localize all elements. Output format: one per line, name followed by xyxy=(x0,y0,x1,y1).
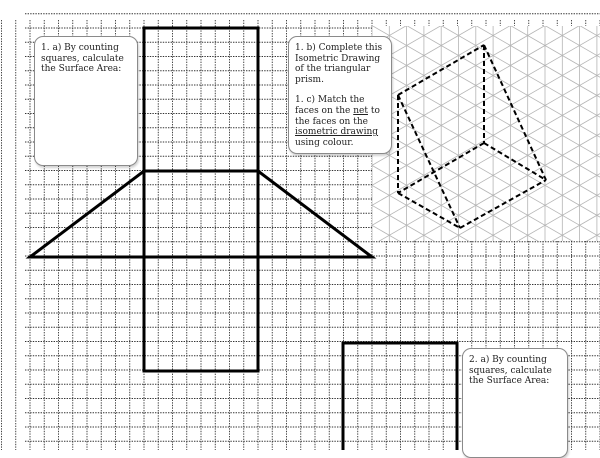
isometric-drawing-word: isometric drawing xyxy=(295,127,378,137)
second-net-partial xyxy=(343,343,457,450)
question-2a-callout xyxy=(462,348,568,458)
question-1c-part-3: using colour. xyxy=(295,138,353,148)
iso-line-a xyxy=(372,0,600,17)
question-1b-callout xyxy=(288,36,392,154)
question-1c-part-2: to the faces on the xyxy=(295,106,380,127)
question-1b-text: 1. b) Complete this Isometric Drawing of the triangular prism. xyxy=(295,43,385,85)
question-1a-callout xyxy=(34,36,138,166)
iso-line-b xyxy=(372,0,600,26)
question-2a-text: 2. a) By counting squares, calculate the Surface Area: xyxy=(469,355,561,387)
question-1a-text: 1. a) By counting squares, calculate the Surface Area: xyxy=(41,43,131,75)
net-word: net xyxy=(353,106,368,116)
iso-line-b xyxy=(372,0,600,6)
question-1c-text xyxy=(295,95,385,148)
question-1c-part-1: 1. c) Match the faces on the xyxy=(295,95,365,116)
